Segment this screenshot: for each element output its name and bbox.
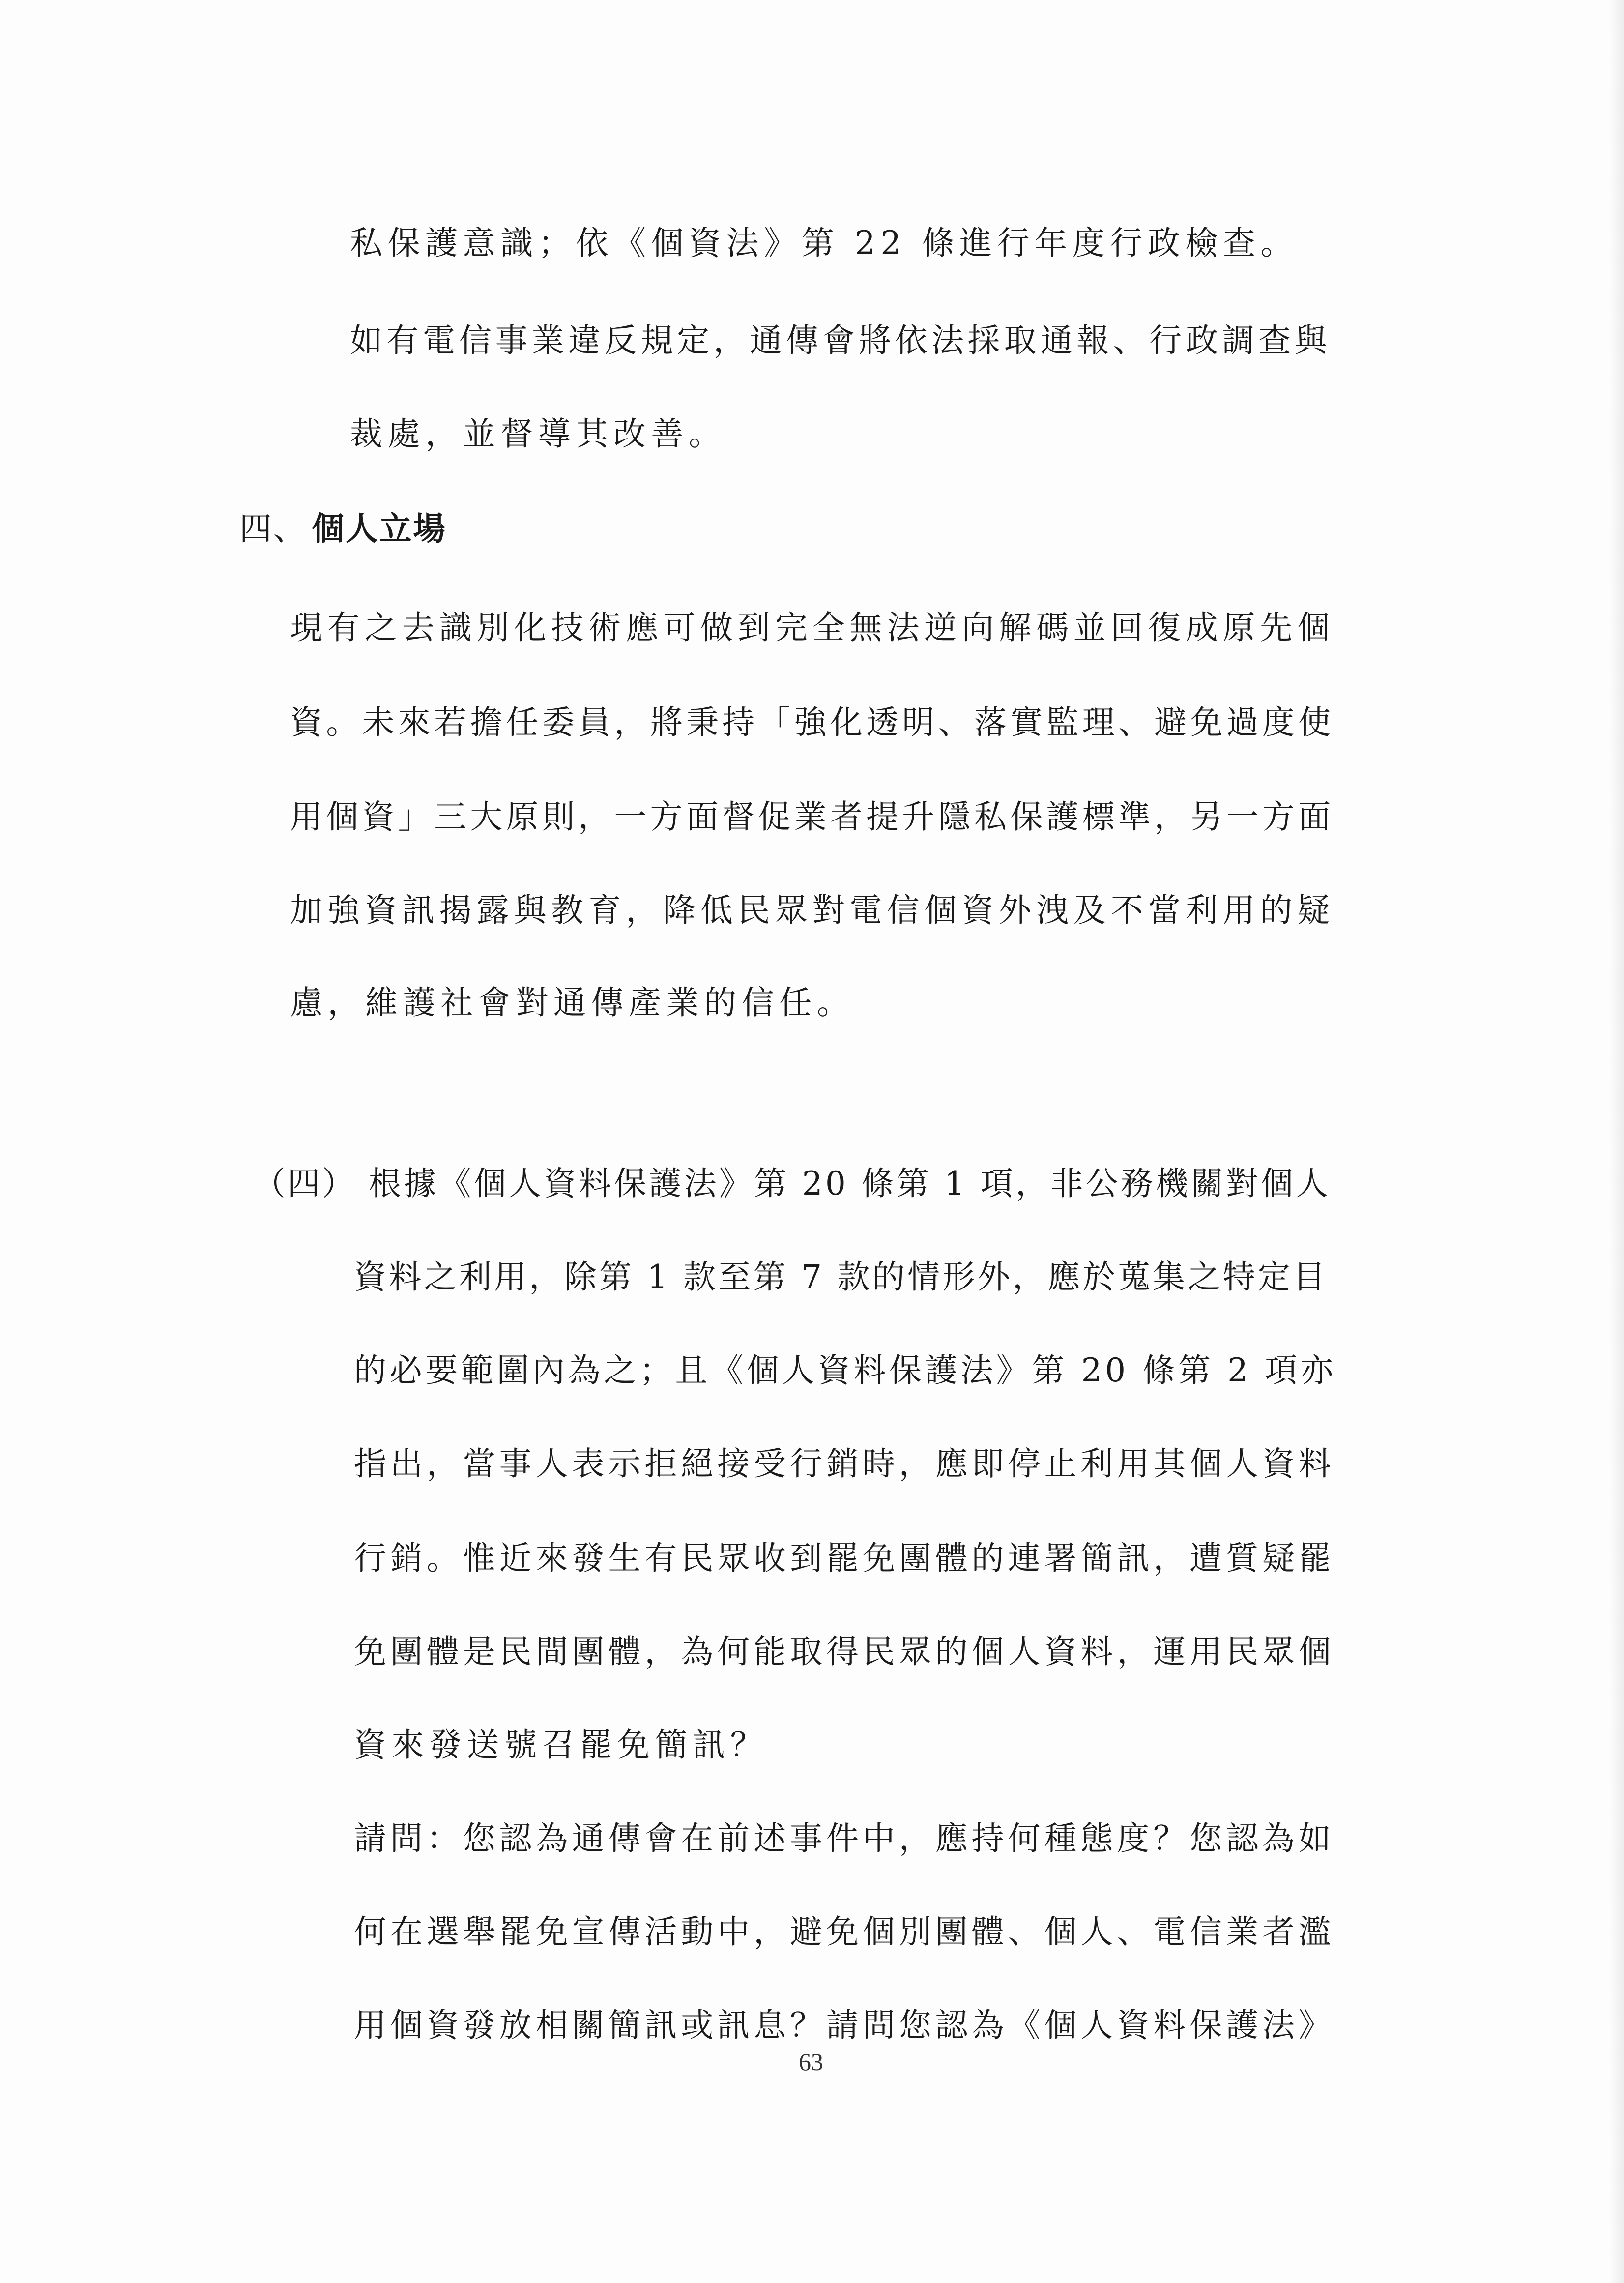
section4-line-2: 資。未來若擔任委員，將秉持「強化透明、落實監理、避免過度使 [290, 703, 1334, 741]
question4-line-7: 資來發送號召罷免簡訊？ [354, 1726, 768, 1764]
question4-line-5: 行銷。惟近來發生有民眾收到罷免團體的連署簡訊，遭質疑罷 [354, 1539, 1335, 1577]
question4-line-9: 何在選舉罷免宣傳活動中，避免個別團體、個人、電信業者濫 [354, 1913, 1335, 1951]
section4-heading [239, 509, 447, 549]
section3-line-1: 私保護意識；依《個資法》第 22 條進行年度行政檢查。 [350, 224, 1299, 262]
question4-label: （四） [253, 1165, 356, 1202]
section4-line-1: 現有之去識別化技術應可做到完全無法逆向解碼並回復成原先個 [290, 609, 1335, 646]
section4-line-5: 慮，維護社會對通傳產業的信任。 [290, 984, 855, 1022]
page-number: 63 [799, 2048, 823, 2076]
section3-line-2: 如有電信事業違反規定，通傳會將依法採取通報、行政調查與 [350, 322, 1331, 359]
question4-line-6: 免團體是民間團體，為何能取得民眾的個人資料，運用民眾個 [354, 1633, 1335, 1670]
question4-line-10: 用個資發放相關簡訊或訊息？請問您認為《個人資料保護法》 [354, 2006, 1335, 2044]
section3-line-3: 裁處，並督導其改善。 [350, 415, 726, 453]
question4-line-8: 請問：您認為通傳會在前述事件中，應持何種態度？您認為如 [354, 1819, 1335, 1857]
question4-line-4: 指出，當事人表示拒絕接受行銷時，應即停止利用其個人資料 [354, 1445, 1335, 1483]
section4-title: 個人立場 [312, 509, 447, 548]
section4-line-4: 加強資訊揭露與教育，降低民眾對電信個資外洩及不當利用的疑 [290, 891, 1335, 929]
scan-edge-shadow [1609, 0, 1624, 2283]
section4-number: 四、 [239, 510, 307, 548]
question4-line-2: 資料之利用，除第 1 款至第 7 款的情形外，應於蒐集之特定目 [354, 1258, 1328, 1296]
question4-line-1: 根據《個人資料保護法》第 20 條第 1 項，非公務機關對個人 [369, 1165, 1331, 1202]
question4-line-3: 的必要範圍內為之；且《個人資料保護法》第 20 條第 2 項亦 [354, 1351, 1336, 1389]
section4-line-3: 用個資」三大原則，一方面督促業者提升隱私保護標準，另一方面 [290, 798, 1334, 836]
